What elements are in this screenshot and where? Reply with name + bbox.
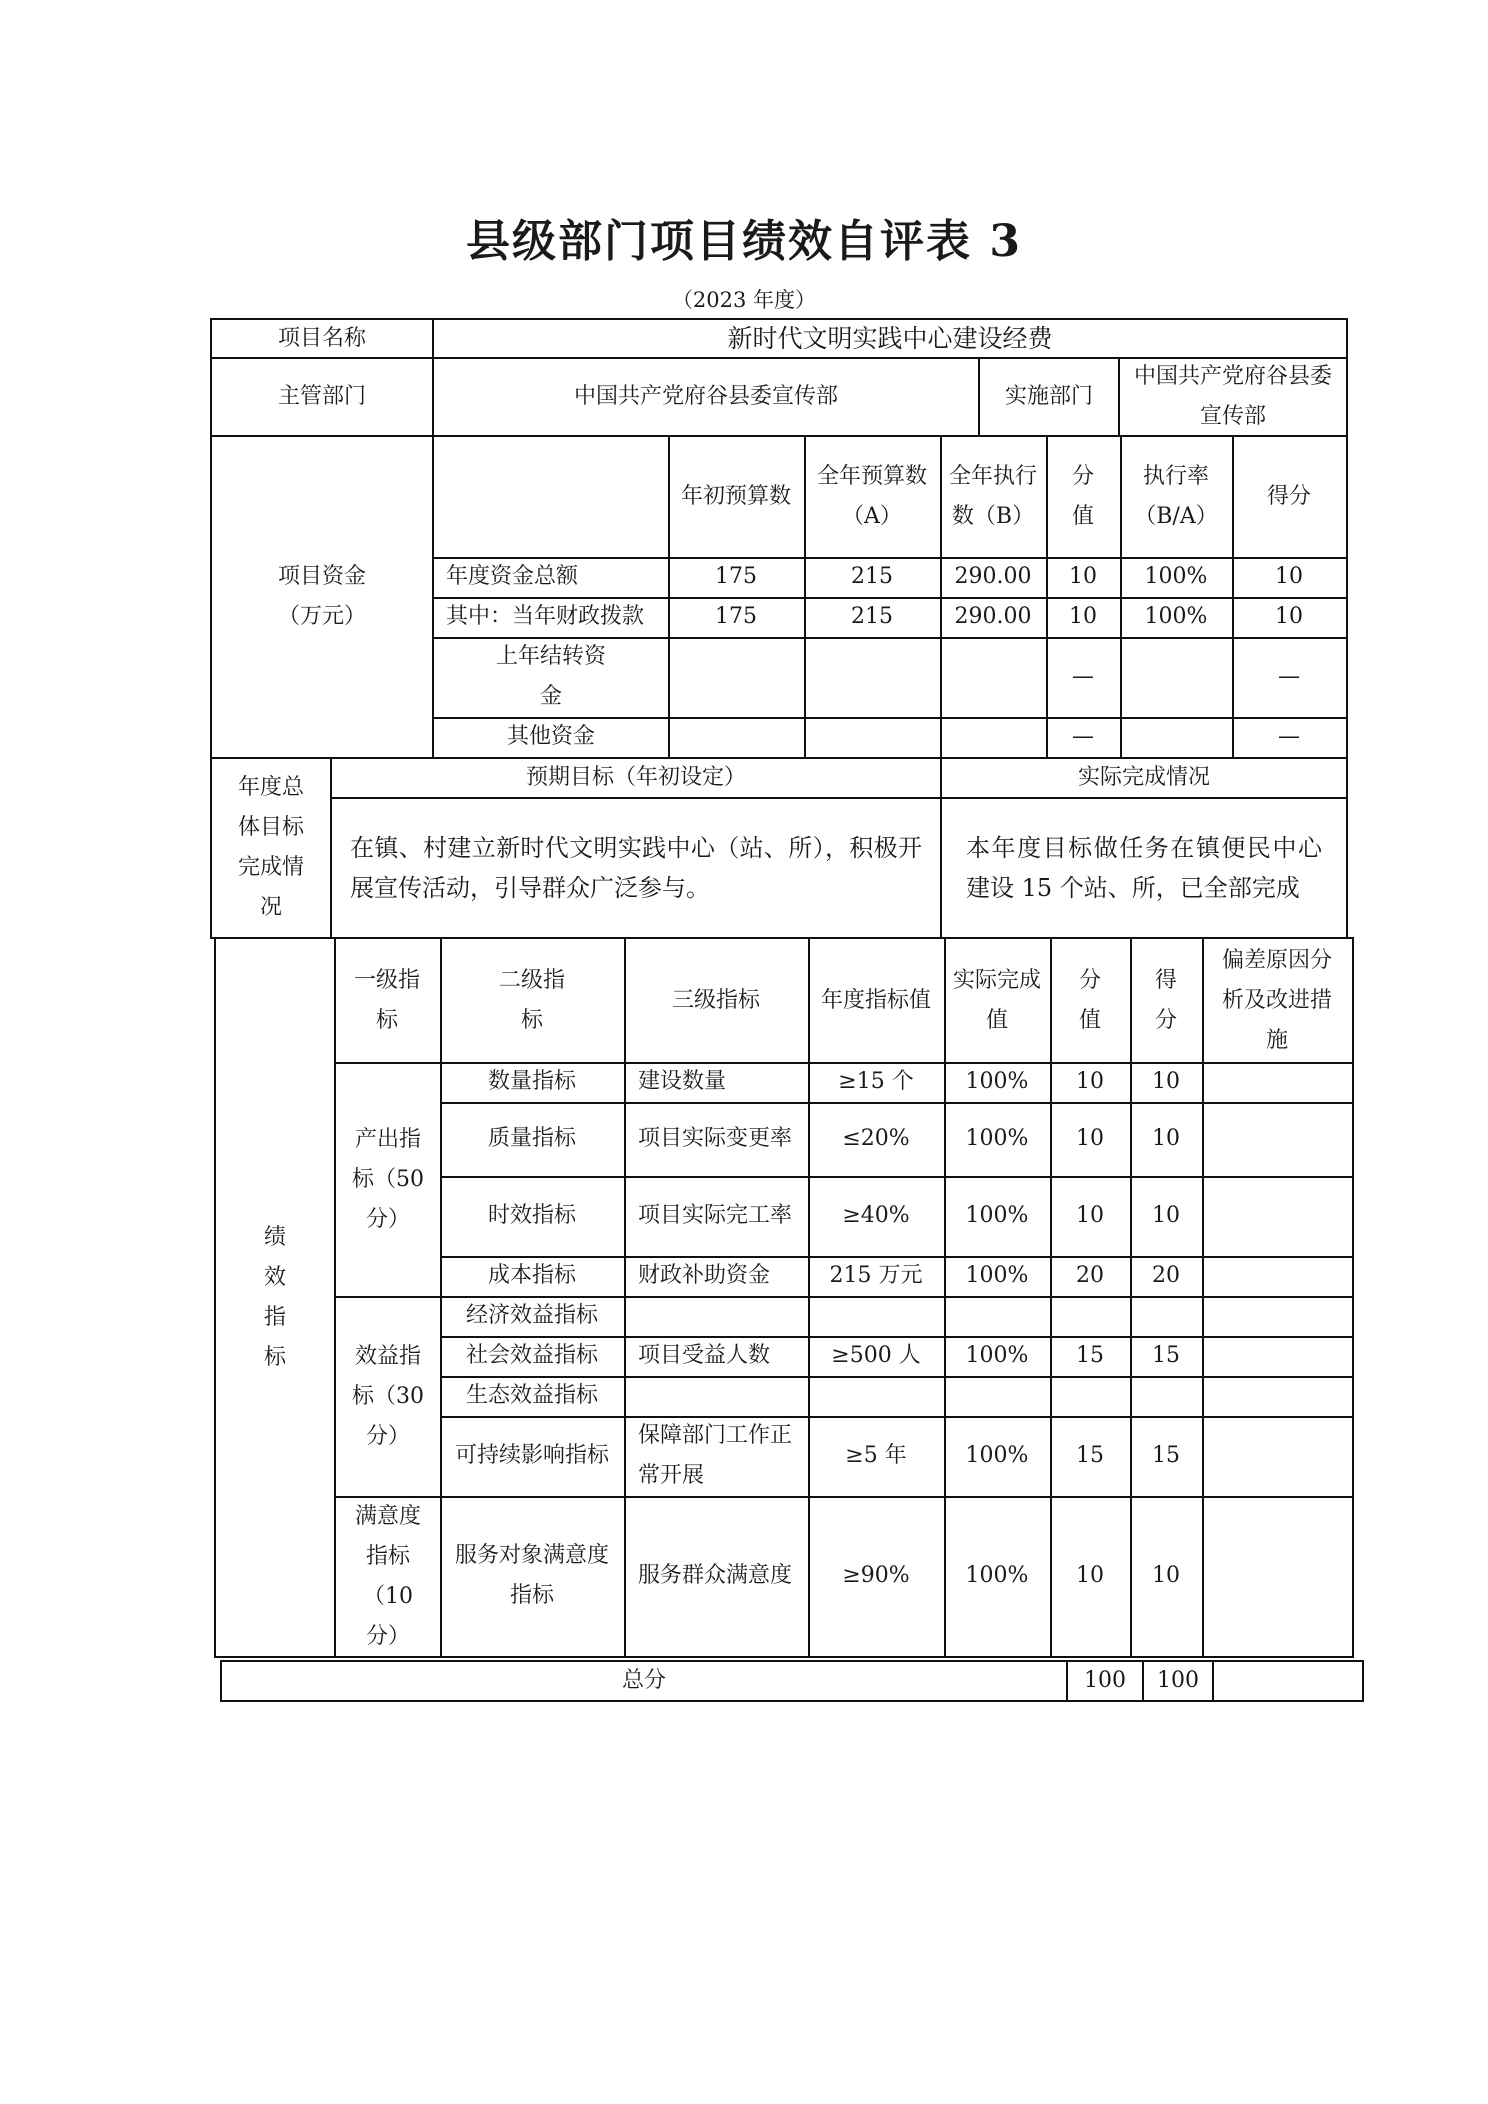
- funds-cell-rate: 100%: [1144, 604, 1208, 629]
- funds-header-score: 得分: [1266, 484, 1311, 509]
- indicator-cell-score_value: 15: [1076, 1443, 1104, 1468]
- funds-header-rate: 执行率（B/A）: [1134, 464, 1218, 529]
- indicator-cell-score_value: [1050, 1296, 1130, 1336]
- funds-cell-annual: [804, 637, 940, 717]
- indicator-cell-l2: 服务对象满意度指标: [454, 1543, 609, 1608]
- funds-cell-score: 10: [1275, 604, 1303, 629]
- goal-actual-label: 实际完成情况: [1077, 765, 1210, 790]
- funds-cell-rate: [1120, 717, 1232, 757]
- indicator-cell-target: ≥500 人: [831, 1343, 921, 1368]
- indicator-cell-target: ≤20%: [842, 1126, 910, 1151]
- indicator-cell-l3: 财政补助资金: [638, 1263, 771, 1288]
- funds-cell-initial: [668, 717, 804, 757]
- funds-header-score_value: 分值: [1071, 464, 1094, 529]
- indicator-cell-l3: 项目实际完工率: [638, 1203, 793, 1228]
- indicator-group: 产出指标（50分）: [352, 1127, 424, 1232]
- total-label: 总分: [621, 1668, 666, 1693]
- indicator-cell-l3: [624, 1296, 808, 1336]
- indicator-cell-actual: 100%: [965, 1443, 1029, 1468]
- indicator-cell-l2: 数量指标: [487, 1069, 576, 1094]
- funds-label: 项目资金（万元）: [277, 564, 366, 629]
- indicator-cell-l2: 生态效益指标: [465, 1383, 598, 1408]
- indicator-cell-score: 10: [1152, 1203, 1180, 1228]
- project-name: 新时代文明实践中心建设经费: [727, 323, 1053, 353]
- indicator-header-actual: 实际完成值: [952, 967, 1041, 1033]
- indicator-header-reason: 偏差原因分析及改进措施: [1221, 947, 1332, 1053]
- funds-cell-annual: [804, 717, 940, 757]
- impl-label: 实施部门: [1004, 384, 1093, 409]
- total-score: 100: [1157, 1668, 1199, 1693]
- funds-cell-score_value: 10: [1069, 604, 1097, 629]
- indicator-cell-actual: [944, 1296, 1050, 1336]
- funds-row-name: 其他资金: [506, 724, 595, 749]
- funds-row-name: 上年结转资金: [495, 644, 606, 709]
- indicator-cell-l2: 质量指标: [487, 1126, 576, 1151]
- indicator-group: 效益指标（30分）: [352, 1344, 424, 1449]
- funds-cell-executed: 290.00: [954, 564, 1032, 589]
- funds-cell-score_value: —: [1072, 724, 1094, 749]
- indicator-cell-score_value: 15: [1076, 1343, 1104, 1368]
- indicator-cell-score: 20: [1152, 1263, 1180, 1288]
- funds-cell-initial: 175: [715, 564, 757, 589]
- indicator-cell-actual: 100%: [965, 1343, 1029, 1368]
- indicator-cell-l3: 服务群众满意度: [638, 1563, 793, 1588]
- project-name-label: 项目名称: [277, 325, 366, 351]
- funds-cell-executed: [940, 717, 1046, 757]
- total-score-value: 100: [1084, 1668, 1126, 1693]
- indicator-cell-l2: 时效指标: [487, 1203, 576, 1228]
- funds-cell-annual: 215: [851, 564, 893, 589]
- indicator-cell-target: ≥5 年: [845, 1443, 907, 1468]
- indicator-cell-score: 15: [1152, 1443, 1180, 1468]
- indicator-cell-target: [808, 1376, 944, 1416]
- funds-cell-initial: [668, 637, 804, 717]
- indicator-cell-score_value: 10: [1076, 1126, 1104, 1151]
- funds-header-initial: 年初预算数: [681, 484, 792, 509]
- funds-header-annual: 全年预算数（A）: [817, 464, 928, 529]
- indicator-cell-score: 10: [1152, 1069, 1180, 1094]
- form-title: 县级部门项目绩效自评表 3: [466, 216, 1022, 267]
- indicator-cell-score: 15: [1152, 1343, 1180, 1368]
- table-rule: [1346, 757, 1348, 939]
- indicator-header-target: 年度指标值: [821, 987, 932, 1013]
- indicator-cell-l2: 经济效益指标: [465, 1303, 598, 1328]
- indicator-cell-score: 10: [1152, 1563, 1180, 1588]
- indicator-cell-l3: 项目受益人数: [638, 1343, 771, 1368]
- indicator-cell-l3: 项目实际变更率: [638, 1126, 793, 1151]
- funds-cell-score: —: [1278, 724, 1300, 749]
- funds-cell-score_value: 10: [1069, 564, 1097, 589]
- funds-cell-initial: 175: [715, 604, 757, 629]
- indicator-cell-actual: 100%: [965, 1563, 1029, 1588]
- table-rule: [1352, 937, 1354, 1658]
- impl-name: 中国共产党府谷县委宣传部: [1133, 364, 1332, 429]
- dept-label: 主管部门: [277, 384, 366, 409]
- table-rule: [1362, 1660, 1364, 1702]
- table-rule: [1346, 318, 1348, 437]
- indicator-cell-actual: [944, 1376, 1050, 1416]
- indicator-cell-l3: 保障部门工作正常开展: [638, 1423, 793, 1488]
- table-rule: [1212, 1660, 1214, 1702]
- funds-cell-annual: 215: [851, 604, 893, 629]
- indicator-cell-score: [1130, 1376, 1202, 1416]
- indicator-cell-target: 215 万元: [829, 1263, 923, 1288]
- funds-cell-rate: 100%: [1144, 564, 1208, 589]
- goal-expected-text: 在镇、村建立新时代文明实践中心（站、所），积极开展宣传活动，引导群众广泛参与。: [350, 834, 922, 902]
- indicator-header-score_value: 分值: [1078, 967, 1101, 1033]
- indicator-header-l3: 三级指标: [671, 987, 760, 1013]
- indicators-label: 绩效指标: [263, 1224, 286, 1370]
- indicator-cell-l2: 社会效益指标: [465, 1343, 598, 1368]
- indicator-cell-score_value: [1050, 1376, 1130, 1416]
- indicator-cell-score_value: 10: [1076, 1203, 1104, 1228]
- funds-cell-rate: [1120, 637, 1232, 717]
- indicator-cell-actual: 100%: [965, 1263, 1029, 1288]
- indicator-cell-target: ≥90%: [842, 1563, 910, 1588]
- indicator-cell-score: [1130, 1296, 1202, 1336]
- funds-cell-score_value: —: [1072, 664, 1094, 689]
- indicator-group: 满意度指标（10分）: [354, 1504, 421, 1649]
- indicator-cell-score_value: 10: [1076, 1069, 1104, 1094]
- indicator-cell-target: [808, 1296, 944, 1336]
- indicator-cell-target: ≥40%: [842, 1203, 910, 1228]
- goal-actual-text: 本年度目标做任务在镇便民中心建设 15 个站、所，已全部完成: [966, 834, 1322, 902]
- indicator-cell-l3: 建设数量: [638, 1069, 727, 1094]
- funds-cell-score: —: [1278, 664, 1300, 689]
- indicator-header-score: 得分: [1154, 967, 1177, 1033]
- funds-header-executed: 全年执行数（B）: [948, 464, 1037, 529]
- indicator-cell-score: 10: [1152, 1126, 1180, 1151]
- funds-row-name: 年度资金总额: [446, 564, 579, 589]
- indicator-cell-l2: 可持续影响指标: [454, 1443, 609, 1468]
- indicator-cell-actual: 100%: [965, 1126, 1029, 1151]
- form-year: （2023 年度）: [671, 288, 817, 312]
- indicator-cell-l3: [624, 1376, 808, 1416]
- dept-name: 中国共产党府谷县委宣传部: [573, 384, 838, 409]
- indicator-header-l2: 二级指标: [498, 967, 565, 1033]
- indicator-cell-actual: 100%: [965, 1069, 1029, 1094]
- funds-cell-score: 10: [1275, 564, 1303, 589]
- indicator-cell-actual: 100%: [965, 1203, 1029, 1228]
- funds-row-name: 其中：当年财政拨款: [446, 604, 645, 629]
- goal-expected-label: 预期目标（年初设定）: [525, 765, 746, 790]
- indicator-cell-l2: 成本指标: [487, 1263, 576, 1288]
- indicator-cell-score_value: 10: [1076, 1563, 1104, 1588]
- table-rule: [1346, 435, 1348, 759]
- indicator-cell-score_value: 20: [1076, 1263, 1104, 1288]
- funds-cell-executed: 290.00: [954, 604, 1032, 629]
- indicator-header-l1: 一级指标: [353, 967, 420, 1033]
- goal-label: 年度总体目标完成情况: [237, 775, 304, 920]
- indicator-cell-target: ≥15 个: [838, 1069, 914, 1094]
- funds-cell-executed: [940, 637, 1046, 717]
